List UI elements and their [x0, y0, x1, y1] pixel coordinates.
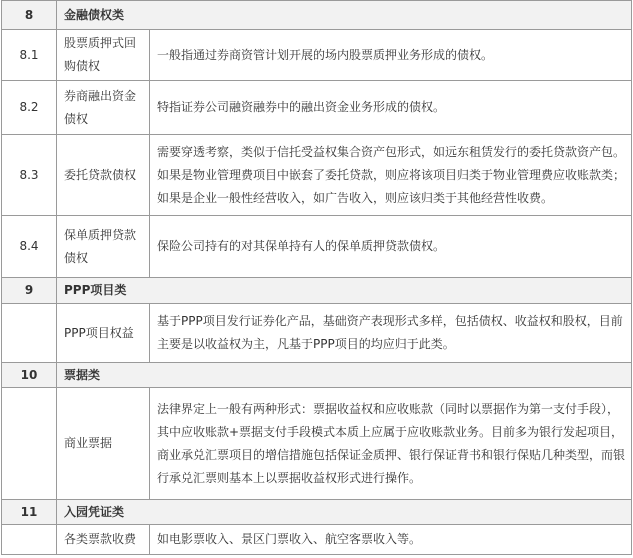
category-number: 11	[2, 500, 57, 525]
item-name: 委托贷款债权	[57, 135, 150, 216]
category-row-ppp	[2, 278, 632, 304]
item-description: 需要穿透考察，类似于信托受益权集合资产包形式，如远东租赁发行的委托贷款资产包。如果是物业管理费项目中嵌套了委托贷款，则应将该项目归类于物业管理费应收账款类；如果是企业一般性经营收入，如广告收入，则应该归类于其他经营性收费。	[150, 135, 632, 216]
category-row-financial-claims	[2, 1, 632, 30]
item-number	[2, 388, 57, 500]
table-row	[2, 525, 632, 555]
item-name: 股票质押式回购债权	[57, 30, 150, 81]
category-number: 9	[2, 278, 57, 304]
item-description: 一般指通过券商资管计划开展的场内股票质押业务形成的债权。	[150, 30, 632, 81]
category-title: PPP项目类	[57, 278, 632, 304]
table-row	[2, 304, 632, 363]
table-row	[2, 30, 632, 81]
item-description: 基于PPP项目发行证券化产品，基础资产表现形式多样，包括债权、收益权和股权，目前主要是以收益权为主，凡基于PPP项目的均应归于此类。	[150, 304, 632, 363]
table-row	[2, 81, 632, 135]
category-row-admission-vouchers	[2, 500, 632, 525]
category-number: 8	[2, 1, 57, 30]
item-number: 8.1	[2, 30, 57, 81]
asset-classification-table	[1, 0, 632, 555]
category-number: 10	[2, 363, 57, 388]
category-title: 票据类	[57, 363, 632, 388]
table-row	[2, 216, 632, 278]
table-row	[2, 388, 632, 500]
item-number	[2, 525, 57, 555]
item-description: 法律界定上一般有两种形式：票据收益权和应收账款（同时以票据作为第一支付手段），其中应收账款+票据支付手段模式本质上应属于应收账款业务。目前多为银行发起项目，商业承兑汇票项目的增信措施包括保证金质押、银行保证背书和银行保贴几种类型，而银行承兑汇票则基本上以票据收益权形式进行操作。	[150, 388, 632, 500]
item-description: 特指证券公司融资融券中的融出资金业务形成的债权。	[150, 81, 632, 135]
item-name: 各类票款收费	[57, 525, 150, 555]
item-name: 商业票据	[57, 388, 150, 500]
item-number: 8.2	[2, 81, 57, 135]
item-number: 8.3	[2, 135, 57, 216]
item-number: 8.4	[2, 216, 57, 278]
item-description: 如电影票收入、景区门票收入、航空客票收入等。	[150, 525, 632, 555]
item-name: PPP项目权益	[57, 304, 150, 363]
item-name: 保单质押贷款债权	[57, 216, 150, 278]
item-number	[2, 304, 57, 363]
table-row	[2, 135, 632, 216]
category-row-bills	[2, 363, 632, 388]
category-title: 入园凭证类	[57, 500, 632, 525]
item-name: 券商融出资金债权	[57, 81, 150, 135]
category-title: 金融债权类	[57, 1, 632, 30]
item-description: 保险公司持有的对其保单持有人的保单质押贷款债权。	[150, 216, 632, 278]
